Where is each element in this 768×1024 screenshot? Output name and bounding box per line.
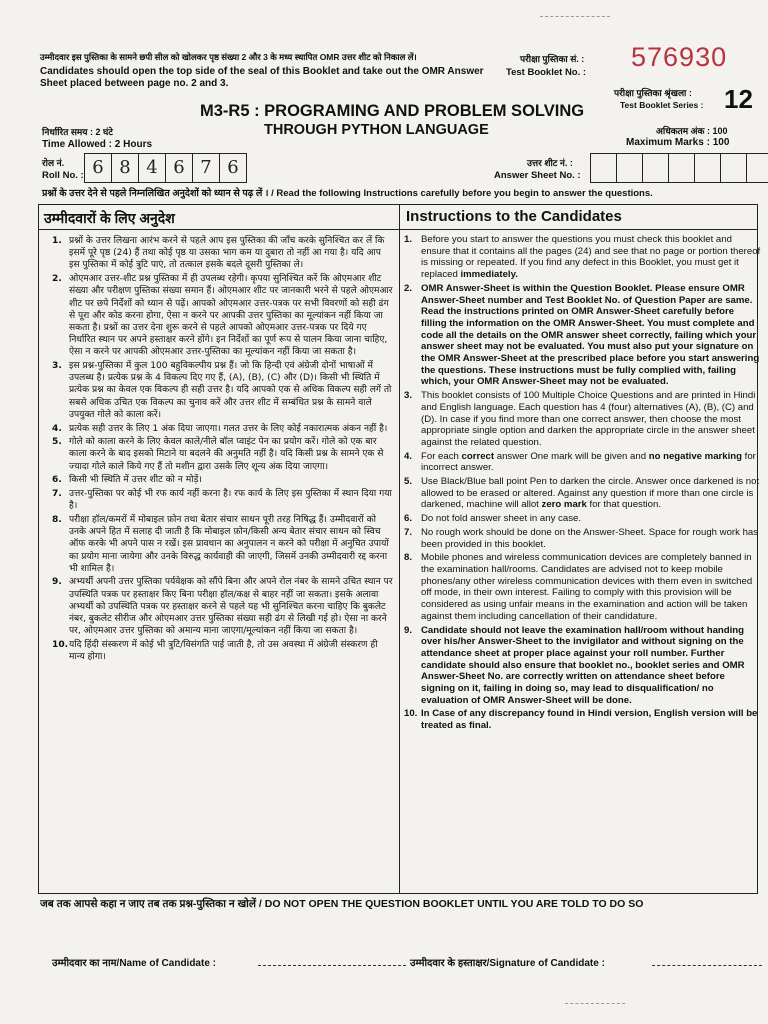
answer-sheet-digit-box[interactable] — [694, 153, 720, 183]
item-text: परीक्षा हॉल/कमरों में मोबाइल फ़ोन तथा बेतार संचार साधन पूरी तरह निषिद्ध हैं। उम्मीदवारों को उनके अपने हित में सलाह दी जाती है कि मोबाइल फ़ोन/किसी अन्य बेतार संचार साधन को स्विच ऑफ करके भी अपने पास न रखें। इस प्रावधान का अनुपालन न करने को परीक्षा में अनुचित उपायों का प्रयोग माना जायेगा और उनके विरुद्ध कार्यवाही की जाएगी, जिसमें उनकी उम्मीदवारी रद्द करना भी शामिल है। — [69, 514, 389, 574]
hindi-instruction-item — [52, 576, 394, 637]
booklet-no-label-hindi: परीक्षा पुस्तिका सं. : — [520, 54, 585, 64]
english-instruction-item — [404, 476, 761, 511]
item-text: उत्तर-पुस्तिका पर कोई भी रफ कार्य नहीं करना है। रफ कार्य के लिए इस पुस्तिका में स्थान दिया गया है। — [69, 489, 392, 512]
item-text: अभ्यर्थी अपनी उत्तर पुस्तिका पर्यवेक्षक को सौंपे बिना और अपने रोल नंबर के सामने उचित स्थान पर उपस्थिति पत्रक पर हस्ताक्षर किए बिना परीक्षा हॉल/कक्ष से बाहर नहीं जा सकता। इसके अलावा अभ्यर्थी को उपस्थिति पत्रक पर हस्ताक्षर करने से पहले यह भी सुनिश्चित करना चाहिए कि बुकलेट नंबर, बुकलेट सीरीज और ओएमआर उत्तर पुस्तिका संख्या सही ढंग से लिखी गई हो। ऐसा ना करने पर, ओएमआर उत्तर पुस्तिका को अमान्य माना जाएगा/मूल्यांकन नहीं किया जा सकता है। — [69, 577, 393, 637]
roll-digit-box[interactable]: 6 — [165, 153, 192, 183]
item-number: 9. — [404, 624, 413, 636]
item-text: immediately. — [460, 269, 518, 281]
item-number: 2. — [404, 282, 413, 294]
item-number: 10. — [404, 708, 418, 720]
item-number: 8. — [52, 514, 62, 525]
item-text: for incorrect answer. — [421, 450, 756, 474]
paper-title-line2: THROUGH PYTHON LANGUAGE — [264, 122, 489, 138]
item-text: Before you start to answer the questions you must check this booklet and ensure that it contains all the pages (24) and see that no page or portion thereof is missing or repeated. If you find any defect in this Booklet, you must get it replaced — [421, 234, 761, 281]
answer-sheet-number-boxes[interactable] — [590, 153, 768, 183]
english-instruction-item — [404, 527, 761, 550]
item-number: 7. — [404, 526, 413, 538]
item-number: 2. — [52, 274, 62, 285]
candidate-signature-field[interactable] — [652, 965, 762, 966]
hindi-instructions-heading: उम्मीदवारों के लिए अनुदेश — [44, 210, 175, 226]
column-divider — [399, 204, 400, 894]
item-number: 5. — [404, 476, 413, 488]
candidate-signature-label: उम्मीदवार के हस्ताक्षर/Signature of Candidate : — [410, 958, 605, 969]
answer-sheet-label: Answer Sheet No. : — [494, 170, 581, 181]
item-text: OMR Answer-Sheet is within the Question Booklet. Please ensure OMR Answer-Sheet number and Test Booklet No. of Question Paper are same. Read the instructions printed on OMR Answer-Sheet carefully before filling the information on the OMR Answer-Sheet. You must complete and code all the details on the OMR answer sheet correctly, failing which your answer sheet may not be evaluated. You must also put your signature on the OMR Answer-Sheet at the prescribed place before you start answering the questions. These instructions must be fully complied with, failing which, your OMR Answer-Sheet may not be evaluated. — [421, 282, 760, 388]
heading-rule — [38, 229, 758, 230]
item-text: इस प्रश्न-पुस्तिका में कुल 100 बहुविकल्पीय प्रश्न हैं। जो कि हिन्दी एवं अंग्रेजी दोनों भाषाओं में उपलब्ध है। प्रत्येक प्रश्न के 4 विकल्प दिए गए हैं, (A), (B), (C) और (D)। किसी भी स्थिति में प्रत्येक प्रश्न का केवल एक विकल्प ही सही उत्तर है। यदि आपको एक से अधिक विकल्प सही लगें तो सबसे अधिक उचित एक विकल्प का चुनाव करें और उत्तर शीट में सम्बंधित प्रश्न के सामने वाले उपयुक्त गोले को काला करें। — [69, 361, 392, 420]
do-not-open-notice: जब तक आपसे कहा न जाए तब तक प्रश्न-पुस्तिका न खोलें / DO NOT OPEN THE QUESTION BOOKLET UNTIL YOU ARE TOLD TO DO SO — [40, 898, 644, 910]
booklet-no-label: Test Booklet No. : — [506, 67, 587, 78]
item-text: प्रत्येक सही उत्तर के लिए 1 अंक दिया जाएगा। गलत उत्तर के लिए कोई नकारात्मक अंकन नहीं है। — [69, 423, 388, 434]
answer-sheet-digit-box[interactable] — [616, 153, 642, 183]
seal-note-hindi: उम्मीदवार इस पुस्तिका के सामने छपी सील को खोलकर पृष्ठ संख्या 2 और 3 के मध्य स्थापित OMR उत्तर शीट को निकाल लें। — [40, 52, 417, 62]
item-text: For each — [421, 450, 462, 462]
roll-digit-box[interactable]: 8 — [111, 153, 138, 183]
item-text: no negative marking — [648, 450, 742, 462]
english-instruction-item — [404, 708, 761, 731]
item-text: In Case of any discrepancy found in Hindi version, English version will be treated as final. — [421, 708, 758, 732]
booklet-series: 12 — [724, 84, 753, 114]
english-instruction-item — [404, 513, 761, 525]
item-text: प्रश्नों के उत्तर लिखना आरंभ करने से पहले आप इस पुस्तिका की जाँच करके सुनिश्चित कर लें कि इसमें पूरे पृष्ठ (24) हैं तथा कोई पृष्ठ या उसका भाग कम या दुबारा तो नहीं आ गया है। यदि आप इस पुस्तिका में कोई त्रुटि पाएं, तो तत्काल इसके बदले दूसरी पुस्तिका ले। — [69, 236, 385, 271]
item-number: 4. — [404, 450, 413, 462]
time-allowed-hindi: निर्धारित समय : 2 घंटे — [42, 127, 113, 137]
english-instructions-heading: Instructions to the Candidates — [406, 208, 622, 225]
time-allowed: Time Allowed : 2 Hours — [42, 139, 153, 150]
booklet-number: 576930 — [631, 42, 728, 72]
item-text: for that question. — [586, 499, 661, 511]
item-text: Mobile phones and wireless communication devices are completely banned in the examination hall/rooms. Candidates are advised not to keep mobile phones/any other wireless communication devices with them even in switched off mode, in their own interest. Failing to comply with this provision will be considered as using unfair means in the examination and action will be taken against them including cancellation of their candidature. — [421, 552, 753, 622]
hindi-instruction-item — [52, 474, 394, 486]
read-instructions-line: प्रश्नों के उत्तर देने से पहले निम्नलिखित अनुदेशों को ध्यान से पढ़ लें । / Read the following Instructions carefully before you begin to answer the questions. — [42, 188, 653, 199]
hindi-instruction-item — [52, 423, 394, 435]
answer-sheet-label-hindi: उत्तर शीट नं. : — [527, 158, 573, 168]
item-text: Use Black/Blue ball point Pen to darken the circle. Answer once darkened is not allowed to be erased or altered. Against any question if more than one circle is darkened, machine will allot — [421, 476, 760, 511]
roll-digit-box[interactable]: 6 — [219, 153, 247, 183]
item-text: किसी भी स्थिति में उत्तर शीट को न मोड़ें। — [69, 475, 202, 486]
roll-digit-box[interactable]: 6 — [84, 153, 111, 183]
perforation-top — [540, 16, 610, 17]
item-text: This booklet consists of 100 Multiple Choice Questions and are printed in Hindi and English language. Each question has 4 (four) alternatives (A), (B), (C) and (D). In case if you find more than one correct answer, then choose the most appropriate single option and darken the appropriate circle in the answer sheet against the related question. — [421, 390, 756, 448]
item-number: 5. — [52, 437, 62, 448]
candidate-name-label: उम्मीदवार का नाम/Name of Candidate : — [52, 958, 216, 969]
paper-title-line1: M3-R5 : PROGRAMING AND PROBLEM SOLVING — [200, 102, 585, 120]
hindi-instruction-item — [52, 436, 394, 473]
english-instruction-item — [404, 234, 761, 281]
footer-rule — [38, 893, 758, 894]
english-instruction-item — [404, 451, 761, 474]
max-marks-hindi: अधिकतम अंक : 100 — [656, 126, 728, 136]
hindi-instruction-item — [52, 488, 394, 512]
item-text: answer One mark will be given and — [494, 450, 649, 462]
item-number: 6. — [404, 513, 413, 525]
hindi-instruction-item — [52, 639, 394, 663]
item-text: ओएमआर उत्तर-शीट प्रश्न पुस्तिका में ही उपलब्ध रहेगी। कृपया सुनिश्चित करें कि ओएमआर शीट संख्या और परीक्षण पुस्तिका संख्या समान हैं। ओएमआर शीट पर जानकारी भरने से पहले ओएमआर शीट पर छपे निर्देशों को ध्यान से पढ़ें। आपको ओएमआर उत्तर-पत्रक पर सभी विवरणों को सही ढंग से पूरा और कोड करना होगा, ऐसा न करने पर आपकी उत्तर पुस्तिका का मूल्यांकन नहीं किया जा सकता है। प्रश्नों का उत्तर देना शुरू करने से पहले आपको ओएमआर उत्तर-पत्रक पर दिये गए निर्धारित स्थान पर अपने हस्ताक्षर करने होंगे। इन निर्देशों का पूर्ण रूप से पालन किया जाना चाहिए, ऐसा न करने पर आपकी ओएमआर उत्तर-पुस्तिका का मूल्यांकन नहीं किया जा सकता है। — [69, 274, 393, 358]
roll-no-label: Roll No. : — [42, 170, 84, 181]
candidate-name-field[interactable] — [258, 965, 406, 966]
answer-sheet-digit-box[interactable] — [590, 153, 616, 183]
answer-sheet-digit-box[interactable] — [642, 153, 668, 183]
answer-sheet-digit-box[interactable] — [668, 153, 694, 183]
series-label: Test Booklet Series : — [620, 100, 704, 110]
english-instruction-item — [404, 283, 761, 388]
item-number: 3. — [52, 361, 62, 372]
series-label-hindi: परीक्षा पुस्तिका श्रृंखला : — [614, 88, 692, 98]
hindi-instruction-item — [52, 514, 394, 575]
english-instruction-item — [404, 552, 761, 622]
hindi-instruction-item — [52, 360, 394, 421]
item-text: correct — [461, 450, 495, 462]
item-number: 8. — [404, 552, 413, 564]
answer-sheet-digit-box[interactable] — [746, 153, 768, 183]
answer-sheet-digit-box[interactable] — [720, 153, 746, 183]
item-number: 10. — [52, 640, 69, 650]
item-text: यदि हिंदी संस्करण में कोई भी त्रुटि/विसंगति पाई जाती है, तो उस अवस्था में अंग्रेजी संस्करण ही मान्य होगा। — [69, 640, 378, 663]
item-number: 9. — [52, 577, 62, 588]
item-text: zero mark — [541, 499, 587, 511]
item-number: 3. — [404, 390, 413, 402]
item-number: 4. — [52, 423, 62, 434]
hindi-instructions-list — [52, 235, 394, 665]
roll-digit-box[interactable]: 7 — [192, 153, 219, 183]
roll-number-boxes[interactable] — [84, 153, 247, 183]
english-instruction-item — [404, 625, 761, 707]
item-number: 1. — [404, 234, 413, 245]
item-number: 7. — [52, 489, 62, 500]
seal-note-english: Candidates should open the top side of the seal of this Booklet and take out the OMR Answer Sheet placed between page no. 2 and 3. — [40, 66, 484, 89]
english-instruction-item — [404, 390, 761, 449]
roll-digit-box[interactable]: 4 — [138, 153, 165, 183]
item-number: 6. — [52, 475, 62, 486]
item-text: गोले को काला करने के लिए केवल काले/नीले बॉल प्वाइंट पेन का प्रयोग करें। गोले को एक बार काला करने के बाद इसको मिटाने या बदलने की अनुमति नहीं है। यदि किसी प्रश्न के सामने एक से ज्यादा गोले काले किये गए हैं तो मशीन द्वारा उसके लिए शून्य अंक दिया जाएगा। — [69, 437, 384, 472]
item-text: Candidate should not leave the examination hall/room without handing over his/her Answer-Sheet to the invigilator and without signing on the attendance sheet at proper place against your roll number. Further candidate should also ensure that booklet no., booklet series and OMR Answer-Sheet No. are correctly written on attendance sheet before signing on it, failing in doing so, may lead to disqualification/ no evaluation of OMR Answer-Sheet will be done. — [421, 624, 745, 706]
hindi-instruction-item — [52, 235, 394, 272]
roll-no-label-hindi: रोल नं. — [42, 158, 65, 168]
max-marks: Maximum Marks : 100 — [626, 137, 730, 148]
item-text: No rough work should be done on the Answer-Sheet. Space for rough work has been provided in this booklet. — [421, 526, 759, 550]
english-instructions-list — [404, 234, 761, 734]
perforation-bottom — [565, 1003, 625, 1004]
item-number: 1. — [52, 236, 62, 246]
item-text: Do not fold answer sheet in any case. — [421, 513, 581, 525]
hindi-instruction-item — [52, 273, 394, 358]
